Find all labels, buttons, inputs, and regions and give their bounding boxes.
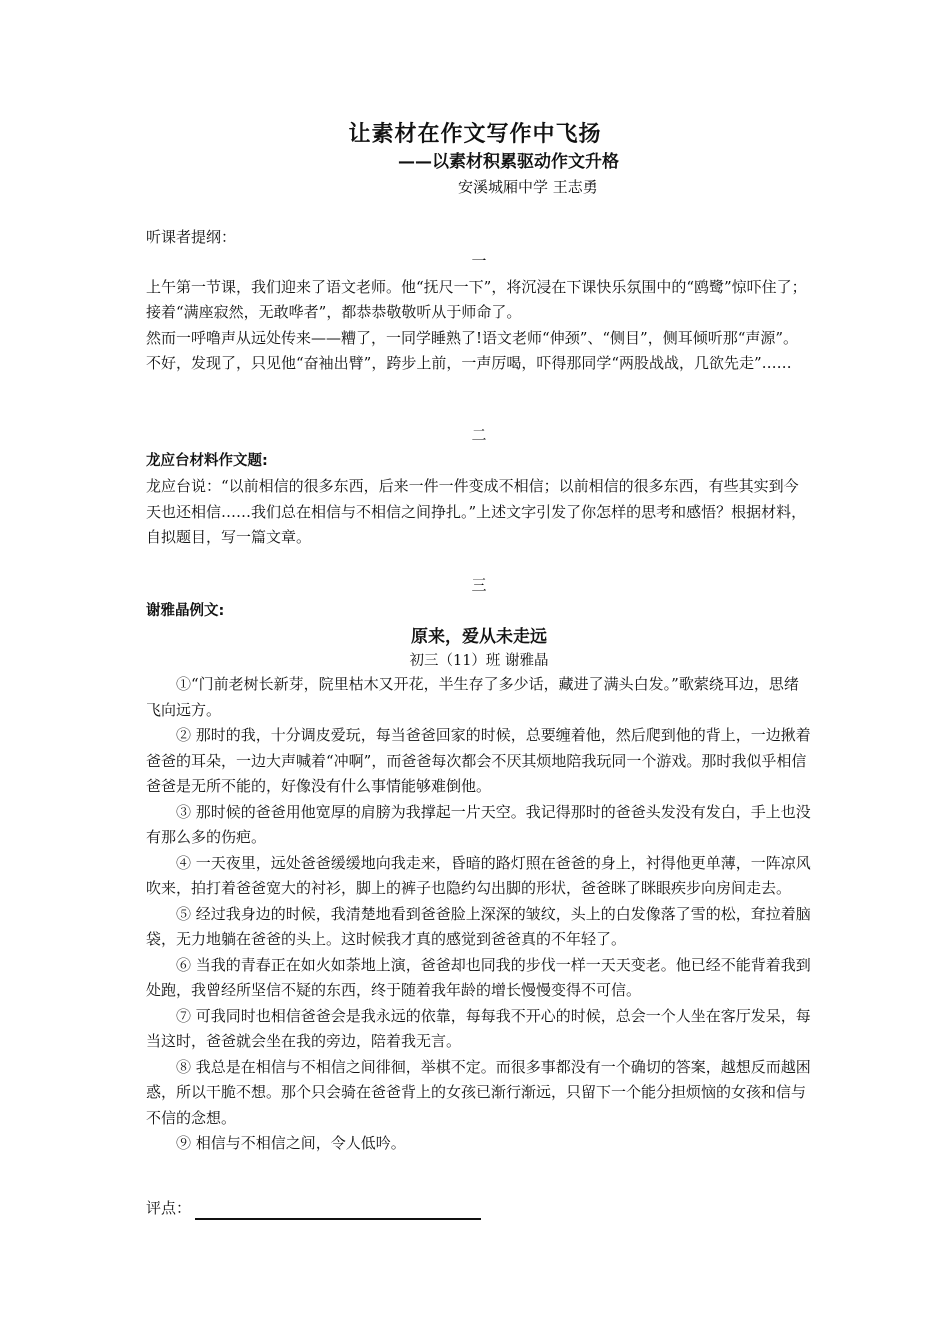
essay-paragraph: ⑦ 可我同时也相信爸爸会是我永远的依靠，每每我不开心的时候，总会一个人坐在客厅发呆，每当这时，爸爸就会坐在我的旁边，陪着我无言。 [146, 1006, 811, 1050]
section-1 [146, 249, 812, 377]
comment-label: 评点： [146, 1199, 192, 1217]
page-subtitle: ——以素材积累驱动作文升格 [398, 152, 619, 172]
essay-paragraph: ⑧ 我总是在相信与不相信之间徘徊，举棋不定。而很多事都没有一个确切的答案，越想反而越困惑，所以干脆不想。那个只会骑在爸爸背上的女孩已渐行渐远，只留下一个能分担烦恼的女孩和信与不信的念想。 [146, 1057, 811, 1127]
section-1-paragraph: 上午第一节课，我们迎来了语文老师。他“抚尺一下”，将沉浸在下课快乐氛围中的“鸥鹭”惊吓住了；接着“满座寂然，无敢哗者”，都恭恭敬敬听从于师命了。 [146, 277, 807, 321]
essay-paragraph: ④ 一天夜里，远处爸爸缓缓地向我走来，昏暗的路灯照在爸爸的身上，衬得他更单薄，一阵凉风吹来，拍打着爸爸宽大的衬衫，脚上的裤子也隐约勾出脚的形状，爸爸眯了眯眼疾步向房间走去。 [146, 853, 811, 897]
comment-blank-line [195, 1200, 481, 1220]
essay-paragraph: ③ 那时候的爸爸用他宽厚的肩膀为我撑起一片天空。我记得那时的爸爸头发没有发白，手上也没有那么多的伤疤。 [146, 802, 811, 846]
section-2-number: 二 [471, 426, 487, 444]
section-1-paragraph: 然而一呼噜声从远处传来——糟了，一同学睡熟了!语文老师“伸颈”、“侧目”，侧耳倾听那“声源”。不好，发现了，只见他“奋袖出臂”，跨步上前，一声厉喝，吓得那同学“两股战战，几欲先走”…… [146, 328, 799, 372]
section-3-label: 谢雅晶例文: [146, 602, 225, 619]
section-3-number: 三 [471, 576, 487, 594]
essay-paragraph: ⑨ 相信与不相信之间，令人低吟。 [176, 1134, 406, 1152]
comment-section [146, 1196, 481, 1220]
section-2-label: 龙应台材料作文题: [146, 452, 268, 469]
outline-block [146, 225, 812, 251]
essay-author: 初三（11）班 谢雅晶 [409, 653, 549, 669]
essay-title: 原来，爱从未走远 [411, 627, 547, 647]
essay-paragraph: ⑤ 经过我身边的时候，我清楚地看到爸爸脸上深深的皱纹，头上的白发像落了雪的松，耷拉着脑袋，无力地躺在爸爸的头上。这时候我才真的感觉到爸爸真的不年轻了。 [146, 904, 811, 948]
essay-paragraph: ①“门前老树长新芽，院里枯木又开花，半生存了多少话，藏进了满头白发。”歌萦绕耳边，思绪飞向远方。 [146, 675, 799, 719]
section-2-text: 龙应台说：“以前相信的很多东西，后来一件一件变成不相信；以前相信的很多东西，有些其实到今天也还相信……我们总在相信与不相信之间挣扎。”上述文字引发了你怎样的思考和感悟？根据材料，自拟题目，写一篇文章。 [146, 477, 807, 546]
author-line: 安溪城厢中学 王志勇 [458, 178, 598, 196]
section-2 [146, 423, 812, 551]
section-3 [146, 573, 812, 1157]
section-1-number: 一 [471, 252, 487, 270]
outline-label: 听课者提纲： [146, 228, 237, 246]
page-title: 让素材在作文写作中飞扬 [348, 122, 602, 147]
essay-paragraph: ⑥ 当我的青春正在如火如荼地上演，爸爸却也同我的步伐一样一天天变老。他已经不能背着我到处跑，我曾经所坚信不疑的东西，终于随着我年龄的增长慢慢变得不可信。 [146, 955, 811, 999]
essay-paragraph: ② 那时的我，十分调皮爱玩，每当爸爸回家的时候，总要缠着他，然后爬到他的背上，一边揪着爸爸的耳朵，一边大声喊着“冲啊”，而爸爸每次都会不厌其烦地陪我玩同一个游戏。那时我似乎相信爸爸是无所不能的，好像没有什么事情能够难倒他。 [146, 726, 811, 795]
